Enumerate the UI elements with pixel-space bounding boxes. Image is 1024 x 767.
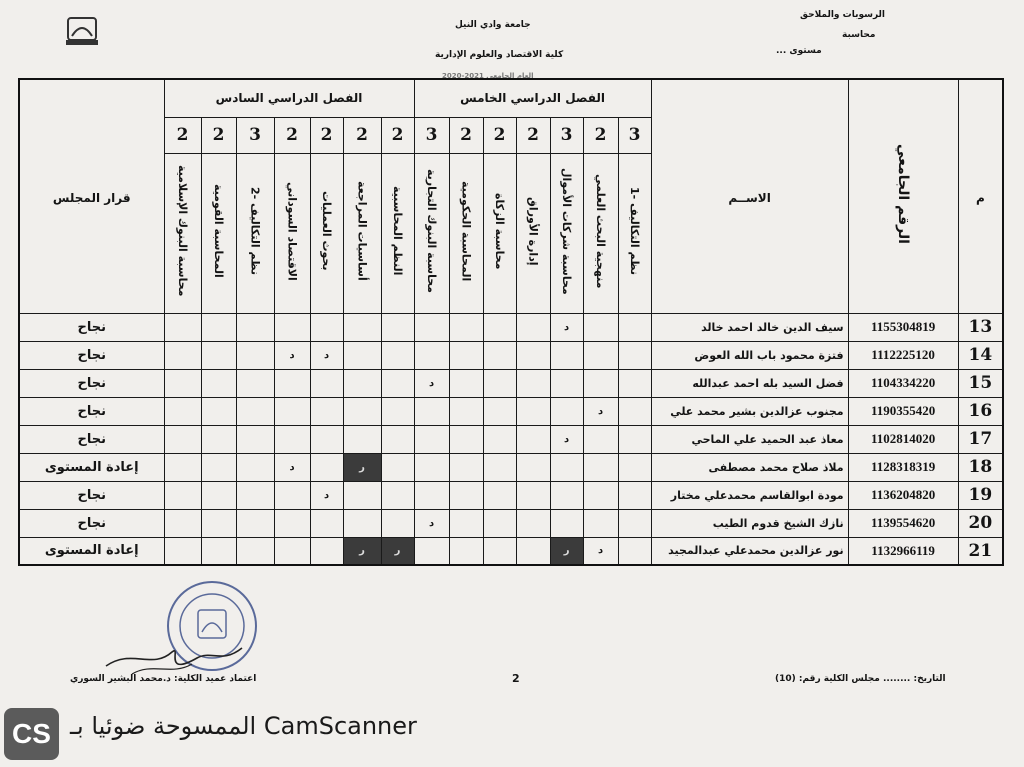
row-university-id: 1112225120 (848, 341, 958, 369)
grade-cell (201, 341, 236, 369)
grade-cell: د (583, 537, 618, 565)
grade-cell (516, 341, 550, 369)
grade-cell (164, 453, 201, 481)
grade-cell (483, 341, 516, 369)
grade-cell (343, 341, 381, 369)
page-number: 2 (512, 672, 520, 685)
subject-name: محاسبة شركات الأموال (550, 153, 583, 313)
grade-cell (201, 481, 236, 509)
grade-cell (274, 481, 310, 509)
academic-year: العام الجامعي 2021-2020 (442, 72, 534, 80)
grade-cell (236, 369, 274, 397)
grade-cell (343, 425, 381, 453)
grade-cell (164, 397, 201, 425)
row-student-name: نازك الشيخ قدوم الطيب (651, 509, 848, 537)
row-decision: نجاح (19, 397, 164, 425)
results-table (18, 78, 1004, 566)
grade-cell (414, 453, 449, 481)
grade-cell (449, 369, 483, 397)
grade-cell (618, 481, 651, 509)
subject-name: نظم التكاليف -1 (618, 153, 651, 313)
grade-cell (164, 537, 201, 565)
grade-cell (310, 537, 343, 565)
semester-5-header: الفصل الدراسي الخامس (414, 79, 651, 117)
grade-cell (201, 313, 236, 341)
subject-credits: 2 (343, 117, 381, 153)
grade-cell (414, 397, 449, 425)
grade-cell (449, 453, 483, 481)
table-row (19, 313, 1003, 341)
grade-cell (274, 397, 310, 425)
grade-cell (550, 369, 583, 397)
grade-cell (583, 341, 618, 369)
subject-credits: 2 (583, 117, 618, 153)
subject-name: محاسبة البنوك التجارية (414, 153, 449, 313)
grade-cell (236, 481, 274, 509)
grade-cell (381, 397, 414, 425)
subject-credits: 2 (310, 117, 343, 153)
grade-cell (618, 509, 651, 537)
subject-credits: 3 (414, 117, 449, 153)
grade-cell (236, 425, 274, 453)
dean-approval: اعتماد عميد الكلية: د.محمد البشير السوري (70, 674, 257, 684)
row-decision: نجاح (19, 313, 164, 341)
grade-cell (274, 425, 310, 453)
header-right-line-2: محاسبة (842, 30, 876, 40)
grade-cell (201, 397, 236, 425)
grade-cell: د (274, 341, 310, 369)
college-stamp (102, 578, 272, 688)
row-student-name: نور عزالدين محمدعلي عبدالمجيد (651, 537, 848, 565)
row-student-name: فتزة محمود باب الله العوض (651, 341, 848, 369)
semester-header-row (19, 79, 1003, 117)
row-student-name: معاذ عبد الحميد علي الماحي (651, 425, 848, 453)
row-student-name: سيف الدين خالد احمد خالد (651, 313, 848, 341)
grade-cell (449, 509, 483, 537)
grade-cell (449, 425, 483, 453)
table-row (19, 425, 1003, 453)
grade-cell (449, 537, 483, 565)
grade-cell: ر (343, 453, 381, 481)
grade-cell (274, 369, 310, 397)
grade-cell (618, 369, 651, 397)
grade-cell (310, 453, 343, 481)
table-row (19, 369, 1003, 397)
grade-cell (201, 369, 236, 397)
row-university-id: 1136204820 (848, 481, 958, 509)
grade-cell (516, 453, 550, 481)
grade-cell (483, 481, 516, 509)
grade-cell: ر (343, 537, 381, 565)
grade-cell (310, 313, 343, 341)
grade-cell (583, 481, 618, 509)
row-serial: 17 (958, 425, 1003, 453)
decision-header: قرار المجلس (19, 79, 164, 313)
grade-cell: د (414, 509, 449, 537)
grade-cell (618, 313, 651, 341)
grade-cell (381, 481, 414, 509)
grade-cell (236, 313, 274, 341)
grade-cell: ر (550, 537, 583, 565)
grade-cell: د (550, 425, 583, 453)
row-decision: نجاح (19, 369, 164, 397)
grade-cell (381, 453, 414, 481)
grade-cell (516, 397, 550, 425)
grade-cell (236, 537, 274, 565)
grade-cell (164, 425, 201, 453)
subject-credits: 2 (164, 117, 201, 153)
row-decision: نجاح (19, 425, 164, 453)
subject-credits: 2 (274, 117, 310, 153)
grade-cell: د (310, 481, 343, 509)
grade-cell (449, 397, 483, 425)
grade-cell (343, 397, 381, 425)
grade-cell (550, 453, 583, 481)
grade-cell (164, 509, 201, 537)
semester-6-header: الفصل الدراسي السادس (164, 79, 414, 117)
grade-cell (618, 341, 651, 369)
grade-cell (310, 397, 343, 425)
table-row (19, 537, 1003, 565)
subject-name: بحوث العمليات (310, 153, 343, 313)
grade-cell (274, 509, 310, 537)
row-university-id: 1155304819 (848, 313, 958, 341)
grade-cell (164, 341, 201, 369)
subject-name: أساسيات المراجعة (343, 153, 381, 313)
grade-cell (483, 537, 516, 565)
grade-cell (483, 509, 516, 537)
grade-cell (516, 537, 550, 565)
council-date: التاريخ: ........ مجلس الكلية رقم: (10) (775, 674, 946, 684)
grade-cell (583, 369, 618, 397)
row-serial: 16 (958, 397, 1003, 425)
university-id-header: الرقم الجامعي (848, 79, 958, 313)
name-header: الاســم (651, 79, 848, 313)
row-university-id: 1190355420 (848, 397, 958, 425)
college-name: كلية الاقتصاد والعلوم الإدارية (435, 50, 564, 60)
grade-cell (414, 537, 449, 565)
subject-name: محاسبة الزكاة (483, 153, 516, 313)
grade-cell (274, 313, 310, 341)
row-serial: 13 (958, 313, 1003, 341)
row-serial: 21 (958, 537, 1003, 565)
grade-cell (618, 453, 651, 481)
subject-name: نظم التكاليف -2 (236, 153, 274, 313)
row-university-id: 1139554620 (848, 509, 958, 537)
grade-cell (516, 313, 550, 341)
table-row (19, 453, 1003, 481)
grade-cell (449, 313, 483, 341)
university-name: جامعة وادي النيل (455, 20, 531, 30)
subject-name: المحاسبة الحكومية (449, 153, 483, 313)
grade-cell (381, 369, 414, 397)
grade-cell (583, 453, 618, 481)
grade-cell: ر (381, 537, 414, 565)
grade-cell (236, 509, 274, 537)
grade-cell (164, 313, 201, 341)
grade-cell (583, 313, 618, 341)
grade-cell (483, 313, 516, 341)
row-decision: إعادة المستوى (19, 453, 164, 481)
grade-cell (381, 425, 414, 453)
grade-cell (550, 481, 583, 509)
grade-cell (618, 397, 651, 425)
row-decision: نجاح (19, 509, 164, 537)
table-row (19, 397, 1003, 425)
grade-cell (381, 313, 414, 341)
grade-cell (483, 397, 516, 425)
row-serial: 14 (958, 341, 1003, 369)
grade-cell (236, 341, 274, 369)
grade-cell (381, 341, 414, 369)
grade-cell (618, 425, 651, 453)
grade-cell: د (310, 341, 343, 369)
grade-cell (516, 481, 550, 509)
subject-name: محاسبة البنوك الإسلامية (164, 153, 201, 313)
row-decision: نجاح (19, 481, 164, 509)
row-university-id: 1104334220 (848, 369, 958, 397)
subject-credits: 2 (201, 117, 236, 153)
grade-cell (310, 509, 343, 537)
row-student-name: فضل السيد بله احمد عبدالله (651, 369, 848, 397)
row-serial: 20 (958, 509, 1003, 537)
row-serial: 19 (958, 481, 1003, 509)
grade-cell (414, 481, 449, 509)
grade-cell: د (583, 397, 618, 425)
grade-cell: د (274, 453, 310, 481)
subject-credits: 2 (483, 117, 516, 153)
camscanner-logo-icon: CS (4, 708, 59, 760)
grade-cell (164, 481, 201, 509)
grade-cell (550, 397, 583, 425)
subject-credits: 2 (516, 117, 550, 153)
row-decision: إعادة المستوى (19, 537, 164, 565)
row-decision: نجاح (19, 341, 164, 369)
row-student-name: مودة ابوالقاسم محمدعلي مختار (651, 481, 848, 509)
grade-cell (343, 481, 381, 509)
grade-cell (236, 453, 274, 481)
row-university-id: 1128318319 (848, 453, 958, 481)
grade-cell (483, 453, 516, 481)
grade-cell (449, 481, 483, 509)
grade-cell (201, 453, 236, 481)
grade-cell (343, 509, 381, 537)
grade-cell (414, 425, 449, 453)
grade-cell (310, 369, 343, 397)
row-student-name: مجنوب عزالدين بشير محمد علي (651, 397, 848, 425)
subject-name: المحاسبة القومية (201, 153, 236, 313)
subject-name: الاقتصاد السوداني (274, 153, 310, 313)
serial-header: م (958, 79, 1003, 313)
row-serial: 15 (958, 369, 1003, 397)
grade-cell (201, 537, 236, 565)
grade-cell: د (414, 369, 449, 397)
university-logo (62, 14, 102, 48)
grade-cell: د (550, 313, 583, 341)
row-university-id: 1132966119 (848, 537, 958, 565)
grade-cell (414, 313, 449, 341)
subject-credits: 3 (550, 117, 583, 153)
grade-cell (449, 341, 483, 369)
camscanner-watermark: الممسوحة ضوئيا بـ CamScanner (70, 712, 417, 740)
row-serial: 18 (958, 453, 1003, 481)
subject-name: إدارة الأوراق (516, 153, 550, 313)
grade-cell (164, 369, 201, 397)
subject-credits: 3 (236, 117, 274, 153)
grade-cell (483, 369, 516, 397)
grade-cell (583, 425, 618, 453)
grade-cell (483, 425, 516, 453)
subject-credits: 3 (618, 117, 651, 153)
grade-cell (516, 425, 550, 453)
subject-credits: 2 (381, 117, 414, 153)
grade-cell (343, 313, 381, 341)
grade-cell (516, 369, 550, 397)
header-right-line-1: الرسوبات والملاحق (800, 10, 886, 20)
subject-name: منهجية البحث العلمي (583, 153, 618, 313)
grade-cell (201, 509, 236, 537)
table-row (19, 509, 1003, 537)
row-student-name: ملاذ صلاح محمد مصطفى (651, 453, 848, 481)
subject-name: النظم المحاسبية (381, 153, 414, 313)
grade-cell (381, 509, 414, 537)
grade-cell (414, 341, 449, 369)
table-row (19, 341, 1003, 369)
grade-cell (343, 369, 381, 397)
subject-credits: 2 (449, 117, 483, 153)
grade-cell (201, 425, 236, 453)
grade-cell (550, 341, 583, 369)
grade-cell (516, 509, 550, 537)
grade-cell (310, 425, 343, 453)
grade-cell (236, 397, 274, 425)
grade-cell (550, 509, 583, 537)
grade-cell (583, 509, 618, 537)
table-row (19, 481, 1003, 509)
grade-cell (618, 537, 651, 565)
row-university-id: 1102814020 (848, 425, 958, 453)
header-right-line-3: مستوى ... (776, 46, 822, 56)
grade-cell (274, 537, 310, 565)
